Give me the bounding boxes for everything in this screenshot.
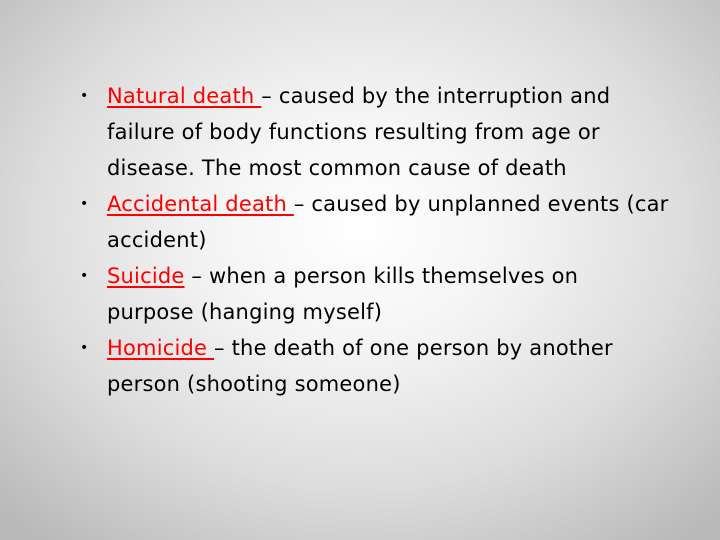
bullet-icon: • (80, 340, 89, 356)
definition-accidental-death: – caused by unplanned events (car accident) (107, 192, 669, 252)
bullet-item-homicide (70, 330, 670, 402)
bullet-item-natural-death (70, 78, 670, 186)
bullet-item-accidental-death (70, 186, 670, 258)
definition-homicide: – the death of one person by another person (shooting someone) (107, 336, 613, 396)
bullet-item-suicide (70, 258, 670, 330)
term-natural-death: Natural death (107, 84, 262, 108)
term-suicide: Suicide (107, 264, 185, 288)
definition-natural-death: – caused by the interruption and failure of body functions resulting from age or disease. The most common cause of death (107, 84, 611, 180)
bullet-icon: • (80, 196, 89, 212)
term-homicide: Homicide (107, 336, 215, 360)
bullet-icon: • (80, 268, 89, 284)
bullet-icon: • (80, 88, 89, 104)
bullet-list (70, 78, 670, 402)
definition-suicide: – when a person kills themselves on purpose (hanging myself) (107, 264, 579, 324)
term-accidental-death: Accidental death (107, 192, 294, 216)
